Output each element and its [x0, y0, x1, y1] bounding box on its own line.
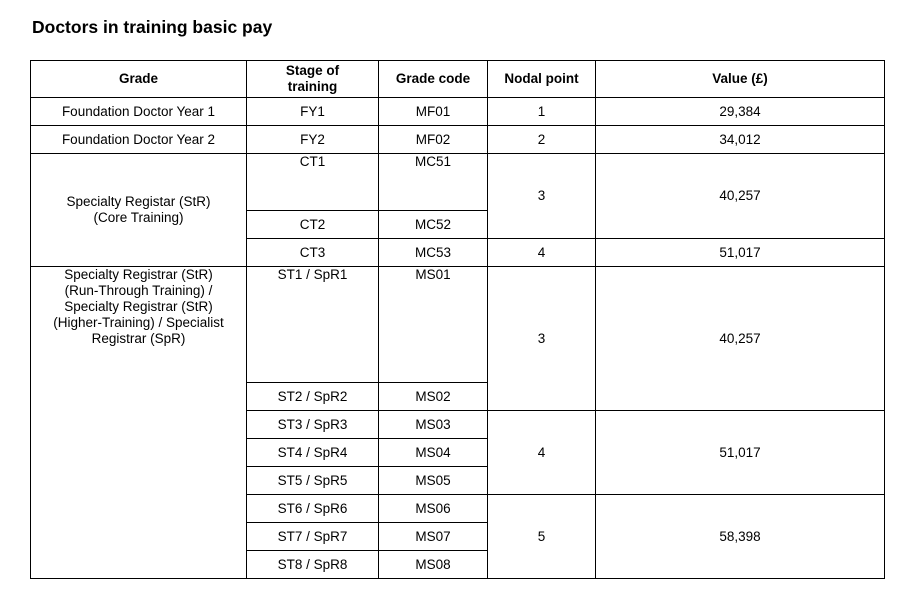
- header-code: Grade code: [379, 61, 488, 98]
- header-nodal: Nodal point: [488, 61, 596, 98]
- code-cell: MS03: [379, 411, 488, 439]
- code-cell: MS08: [379, 551, 488, 579]
- nodal-cell: 3: [488, 267, 596, 411]
- code-cell: MS07: [379, 523, 488, 551]
- code-cell: MS02: [379, 383, 488, 411]
- code-cell: MC53: [379, 239, 488, 267]
- value-cell: 51,017: [596, 411, 885, 495]
- stage-cell: ST1 / SpR1: [247, 267, 379, 383]
- nodal-cell: 2: [488, 126, 596, 154]
- header-stage: [247, 61, 379, 98]
- table-row: [31, 267, 885, 383]
- stage-cell: ST3 / SpR3: [247, 411, 379, 439]
- stage-cell: ST5 / SpR5: [247, 467, 379, 495]
- grade-cell: Foundation Doctor Year 2: [31, 126, 247, 154]
- code-cell: MS06: [379, 495, 488, 523]
- nodal-cell: 1: [488, 98, 596, 126]
- value-cell: 29,384: [596, 98, 885, 126]
- header-grade: Grade: [31, 61, 247, 98]
- code-cell: MF02: [379, 126, 488, 154]
- stage-cell: ST6 / SpR6: [247, 495, 379, 523]
- stage-cell: CT2: [247, 211, 379, 239]
- grade-cell-core: [31, 154, 247, 267]
- grade-specialty-line3: Specialty Registrar (StR): [64, 299, 213, 314]
- grade-core-line2: (Core Training): [93, 210, 184, 225]
- code-cell: MS01: [379, 267, 488, 383]
- stage-cell: ST4 / SpR4: [247, 439, 379, 467]
- grade-cell: Foundation Doctor Year 1: [31, 98, 247, 126]
- pay-table: [30, 60, 885, 579]
- value-cell: 40,257: [596, 154, 885, 239]
- header-stage-line1: Stage of: [285, 63, 340, 78]
- table-row: [31, 98, 885, 126]
- nodal-cell: 4: [488, 239, 596, 267]
- value-cell: 51,017: [596, 239, 885, 267]
- value-cell: 58,398: [596, 495, 885, 579]
- code-cell: MS05: [379, 467, 488, 495]
- header-value: Value (£): [596, 61, 885, 98]
- stage-cell: ST7 / SpR7: [247, 523, 379, 551]
- page-title: Doctors in training basic pay: [32, 17, 273, 37]
- code-cell: MC52: [379, 211, 488, 239]
- table-row: [31, 126, 885, 154]
- stage-cell: CT3: [247, 239, 379, 267]
- code-cell: MF01: [379, 98, 488, 126]
- grade-specialty-line5: Registrar (SpR): [91, 331, 186, 346]
- stage-cell: FY2: [247, 126, 379, 154]
- header-stage-line2: training: [287, 79, 338, 94]
- grade-cell-specialty: [31, 267, 247, 579]
- code-cell: MC51: [379, 154, 488, 211]
- stage-cell: ST8 / SpR8: [247, 551, 379, 579]
- value-cell: 40,257: [596, 267, 885, 411]
- table-header-row: [31, 61, 885, 98]
- nodal-cell: 4: [488, 411, 596, 495]
- stage-cell: FY1: [247, 98, 379, 126]
- value-cell: 34,012: [596, 126, 885, 154]
- grade-specialty-line1: Specialty Registrar (StR): [64, 267, 213, 282]
- code-cell: MS04: [379, 439, 488, 467]
- grade-specialty-line2: (Run-Through Training) /: [64, 283, 213, 298]
- table-row: [31, 154, 885, 211]
- grade-specialty-line4: (Higher-Training) / Specialist: [53, 315, 224, 330]
- nodal-cell: 5: [488, 495, 596, 579]
- grade-core-line1: Specialty Registar (StR): [66, 194, 211, 209]
- nodal-cell: 3: [488, 154, 596, 239]
- stage-cell: CT1: [247, 154, 379, 211]
- stage-cell: ST2 / SpR2: [247, 383, 379, 411]
